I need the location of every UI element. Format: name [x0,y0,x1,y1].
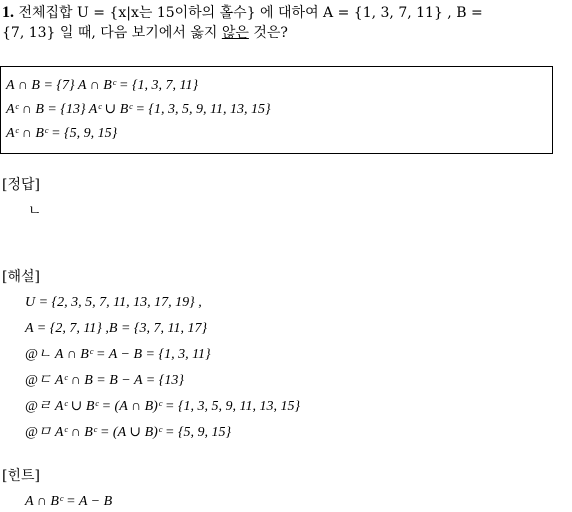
choices-row-2: Aᶜ ∩ B = {13} Aᶜ ∪ Bᶜ = {1, 3, 5, 9, 11, 13, 15} [6,102,271,117]
solution-line: @ㄹ Aᶜ ∪ Bᶜ = (A ∩ B)ᶜ = {1, 3, 5, 9, 11, 13, 15} [25,399,301,414]
answer-header: [정답] [2,177,40,193]
problem-text-line-2-post: 것은? [248,25,288,41]
problem-line-2 [2,22,288,44]
problem-number: 1. [2,4,14,21]
solution-header: [해설] [2,269,40,285]
solution-line: A = {2, 7, 11} ,B = {3, 7, 11, 17} [25,321,208,336]
problem-text-line-1: 전체집합 U = {x|x는 15이하의 홀수} 에 대하여 A = {1, 3, 7, 11} , B = [18,5,483,21]
hint-header: [힌트] [2,468,40,484]
solution-line: U = {2, 3, 5, 7, 11, 13, 17, 19} , [25,295,202,310]
problem-text-line-2-pre: {7, 13} 일 때, 다음 보기에서 옳지 [2,25,222,41]
hint-line: A ∩ Bᶜ = A − B [25,494,113,509]
choices-row-1: A ∩ B = {7} A ∩ Bᶜ = {1, 3, 7, 11} [6,78,199,93]
answer-value: ㄴ [28,203,42,219]
solution-line: @ㄷ Aᶜ ∩ B = B − A = {13} [25,373,184,388]
choices-row-3: Aᶜ ∩ Bᶜ = {5, 9, 15} [6,126,118,141]
solution-line: @ㅁ Aᶜ ∩ Bᶜ = (A ∪ B)ᶜ = {5, 9, 15} [25,425,232,440]
solution-line: @ㄴ A ∩ Bᶜ = A − B = {1, 3, 11} [25,347,211,362]
problem-line-1 [2,2,483,24]
problem-text-underlined: 않은 [221,25,249,41]
